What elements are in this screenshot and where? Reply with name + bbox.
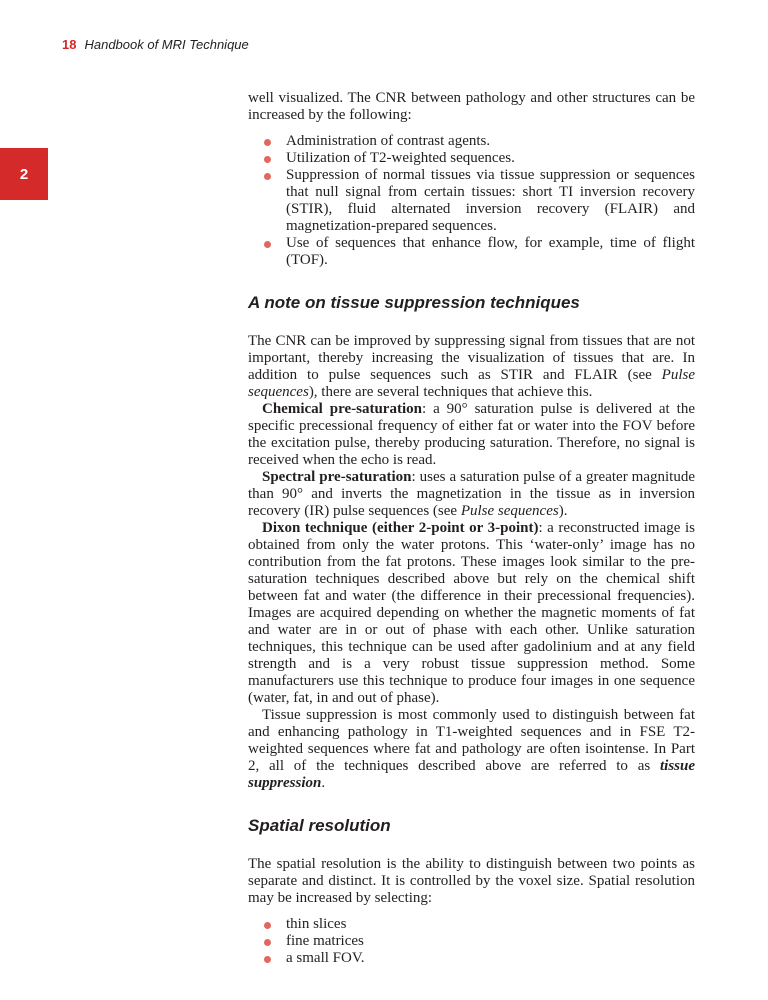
cross-reference: Pulse sequences <box>460 503 559 519</box>
chapter-tab: 2 <box>0 148 48 200</box>
section-heading-tissue-suppression: A note on tissue suppression techniques <box>248 293 580 312</box>
paragraph-tissue-suppression-usage: Tissue suppression is most commonly used to distinguish between fat and enhancing pathology in T1-weighted sequences and in FSE T2-weighted sequences where fat and pathology are often isointense. In Part 2, all of the techniques described above are referred to as tissue suppression. <box>248 707 695 791</box>
list-item: thin slices <box>248 916 695 933</box>
paragraph-cnr-suppression: The CNR can be improved by suppressing signal from tissues that are not important, thereby increasing the visualization of tissues that are. In addition to pulse sequences such as STIR and FLAIR (see Pulse sequences), there are several techniques that achieve this. <box>248 333 695 400</box>
list-item: Suppression of normal tissues via tissue suppression or sequences that null signal from certain tissues: short TI inversion recovery (STIR), fluid alternated inversion recovery (FLAIR) and magnetization-prepared sequences. <box>248 167 695 235</box>
list-item: a small FOV. <box>248 950 695 967</box>
paragraph-spectral-presaturation: Spectral pre-saturation: uses a saturation pulse of a greater magnitude than 90° and inverts the magnetization in the tissue as in inversion recovery (IR) pulse sequences (see Pulse sequences). <box>248 469 695 519</box>
running-header <box>62 37 249 52</box>
term-chemical-presaturation: Chemical pre-saturation <box>262 401 422 417</box>
list-item: fine matrices <box>248 933 695 950</box>
intro-paragraph: well visualized. The CNR between pathology and other structures can be increased by the following: <box>248 90 695 123</box>
paragraph-dixon-technique: Dixon technique (either 2-point or 3-point): a reconstructed image is obtained from only the water protons. This ‘water-only’ image has no contribution from the fat protons. These images look similar to the pre-saturation techniques described above but rely on the chemical shift between fat and water (the difference in their precessional frequencies). Images are acquired depending on whether the magnetic moments of fat and water are in or out of phase with each other. Unlike saturation techniques, this technique can be used after gadolinium and at any field strength and is a very robust tissue suppression method. Some manufacturers use this technique to produce four images in one sequence (water, fat, in and out of phase). <box>248 520 695 706</box>
page-body <box>248 90 695 967</box>
list-item: Administration of contrast agents. <box>248 133 695 150</box>
list-item: Utilization of T2-weighted sequences. <box>248 150 695 167</box>
book-title: Handbook of MRI Technique <box>84 37 249 52</box>
term-dixon-technique: Dixon technique (either 2-point or 3-point) <box>262 520 539 536</box>
spatial-resolution-bullet-list <box>248 916 695 967</box>
list-item: Use of sequences that enhance flow, for example, time of flight (TOF). <box>248 235 695 269</box>
term-tissue-suppression: tissue suppression <box>248 758 695 791</box>
cross-reference: Pulse sequences <box>248 367 695 400</box>
term-spectral-presaturation: Spectral pre-saturation <box>262 469 412 485</box>
page-number: 18 <box>62 37 77 52</box>
section-heading-spatial-resolution: Spatial resolution <box>248 816 391 835</box>
paragraph-spatial-resolution: The spatial resolution is the ability to distinguish between two points as separate and distinct. It is controlled by the voxel size. Spatial resolution may be increased by selecting: <box>248 856 695 906</box>
cnr-bullet-list <box>248 133 695 269</box>
paragraph-chemical-presaturation: Chemical pre-saturation: a 90° saturation pulse is delivered at the specific precessional frequency of either fat or water into the FOV before the excitation pulse, thereby producing saturation. Therefore, no signal is received when the echo is read. <box>248 401 695 468</box>
